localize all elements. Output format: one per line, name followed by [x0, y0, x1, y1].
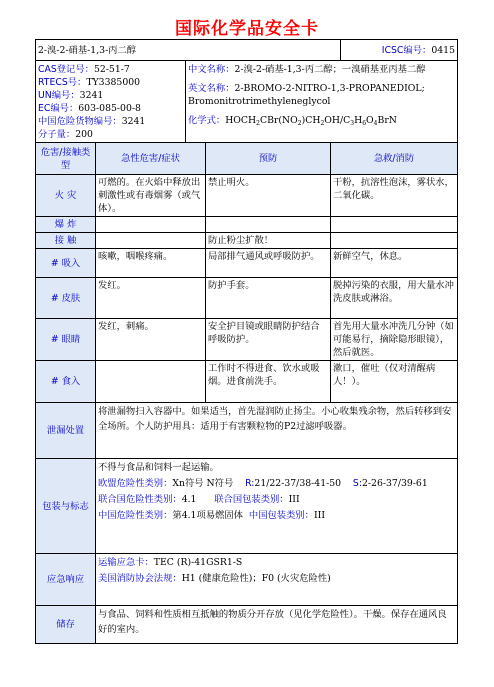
row-first-aid: 脱掉污染的衣服，用大量水冲洗皮肤或淋浴。 — [331, 278, 458, 319]
table-row — [36, 361, 458, 403]
row-hazard — [96, 217, 206, 233]
icsc-label: ICSC编号： — [381, 45, 432, 56]
row-prevention: 防护手套。 — [206, 278, 331, 319]
row-first-aid — [331, 233, 458, 249]
table-row — [36, 319, 458, 361]
col-header-type: 危害/接触类型 — [36, 143, 96, 175]
packaging-transport-note: 不得与食品和饲料一起运输。 — [98, 462, 219, 473]
icsc-number — [341, 40, 458, 61]
table-row — [36, 249, 458, 278]
row-hazard: 可燃的。在火焰中释放出刺激性或有毒烟雾（或气体）。 — [96, 175, 206, 217]
storage-text: 与食品、饲料和性质相互抵触的物质分开存放（见化学危险性）。干燥。保存在通风良好的室内。 — [96, 606, 458, 644]
hazard-table — [35, 142, 458, 403]
card-title: 国际化学品安全卡 — [175, 19, 319, 39]
row-type: # 食入 — [36, 361, 96, 403]
row-hazard: 咳嗽，咽喉疼痛。 — [96, 249, 206, 278]
header-table — [35, 39, 458, 61]
spill-text: 将泄漏物扫入容器中。如果适当，首先湿润防止扬尘。小心收集残余物，然后转移到安全场所。个人防护用具：适用于有害颗粒物的P2过滤呼吸器。 — [96, 403, 458, 459]
row-first-aid: 干粉，抗溶性泡沫，雾状水，二氧化碳。 — [331, 175, 458, 217]
un-classification: 联合国危险性类别：4.1 联合国包装类别：III — [98, 494, 300, 505]
row-first-aid: 首先用大量水冲洗几分钟（如可能易行，摘除隐形眼镜），然后就医。 — [331, 319, 458, 361]
info-table — [35, 402, 458, 644]
identifiers-cell — [36, 61, 186, 143]
row-type: # 吸入 — [36, 249, 96, 278]
row-first-aid: 新鲜空气，休息。 — [331, 249, 458, 278]
table-row — [36, 217, 458, 233]
rtecs-number: RTECS号：TY3385000 — [38, 77, 141, 88]
icsc-value: 0415 — [431, 45, 455, 56]
row-type: 火 灾 — [36, 175, 96, 217]
packaging-row — [36, 459, 458, 554]
row-type: # 眼睛 — [36, 319, 96, 361]
un-number: UN编号：3241 — [38, 90, 104, 101]
names-cell — [186, 61, 458, 143]
storage-row — [36, 606, 458, 644]
row-prevention: 安全护目镜或眼睛防护结合呼吸防护。 — [206, 319, 331, 361]
chinese-name: 中文名称：2-溴-2-硝基-1,3-丙二醇；一溴硝基亚丙基二醇 — [188, 64, 426, 75]
row-prevention: 禁止明火。 — [206, 175, 331, 217]
row-hazard — [96, 233, 206, 249]
formula-value: $HOCH_2CBr(NO_2)CH_2OH/C_3H_6O_4BrN$ — [225, 115, 397, 127]
table-row — [36, 233, 458, 249]
card-table-frame — [35, 39, 457, 644]
row-type: # 皮肤 — [36, 278, 96, 319]
english-name: 英文名称：2-BROMO-2-NITRO-1,3-PROPANEDIOL; Bromonitrotrimethyleneglycol — [188, 83, 425, 107]
r-phrases: R:21/22-37/38-41-50 — [245, 478, 342, 489]
chemical-formula: 化学式：$HOCH_2CBr(NO_2)CH_2OH/C_3H_6O_4BrN$ — [188, 115, 397, 127]
packaging-label: 包装与标志 — [36, 459, 96, 554]
cas-number: CAS登记号：52-51-7 — [38, 64, 130, 75]
emergency-label: 应急响应 — [36, 554, 96, 606]
china-dangerous-goods-number: 中国危险货物编号：3241 — [38, 116, 146, 127]
row-prevention: 局部排气通风或呼吸防护。 — [206, 249, 331, 278]
row-prevention: 防止粉尘扩散！ — [206, 233, 331, 249]
row-first-aid — [331, 217, 458, 233]
row-prevention: 工作时不得进食、饮水或吸烟。进食前洗手。 — [206, 361, 331, 403]
china-classification: 中国危险性类别：第4.1项易燃固体 中国包装类别：III — [98, 510, 326, 521]
row-type: 接 触 — [36, 233, 96, 249]
transport-emergency-card: 运输应急卡：TEC (R)-41GSR1-S — [98, 557, 243, 568]
chemical-name: 2-溴-2-硝基-1,3-丙二醇 — [36, 40, 341, 61]
ec-number: EC编号：603-085-00-8 — [38, 103, 141, 114]
row-hazard: 发红。 — [96, 278, 206, 319]
molecular-weight: 分子量：200 — [38, 129, 93, 140]
spill-label: 泄漏处置 — [36, 403, 96, 459]
row-prevention — [206, 217, 331, 233]
col-header-hazard: 急性危害/症状 — [96, 143, 206, 175]
row-type: 爆 炸 — [36, 217, 96, 233]
row-hazard — [96, 361, 206, 403]
packaging-cell — [96, 459, 458, 554]
row-first-aid: 漱口，催吐（仅对清醒病人！）。 — [331, 361, 458, 403]
emergency-row — [36, 554, 458, 606]
col-header-first-aid: 急救/消防 — [331, 143, 458, 175]
table-row — [36, 175, 458, 217]
spill-row — [36, 403, 458, 459]
eu-classification: 欧盟危险性类别：Xn符号 N符号 — [98, 478, 234, 489]
s-phrases: S:2-26-37/39-61 — [352, 478, 428, 489]
row-hazard: 发红，刺痛。 — [96, 319, 206, 361]
emergency-cell — [96, 554, 458, 606]
storage-label: 储存 — [36, 606, 96, 644]
table-row — [36, 278, 458, 319]
col-header-prevention: 预防 — [206, 143, 331, 175]
identity-table — [35, 60, 458, 143]
nfpa-code: 美国消防协会法规：H1 (健康危险性)；F0 (火灾危险性) — [98, 573, 331, 584]
